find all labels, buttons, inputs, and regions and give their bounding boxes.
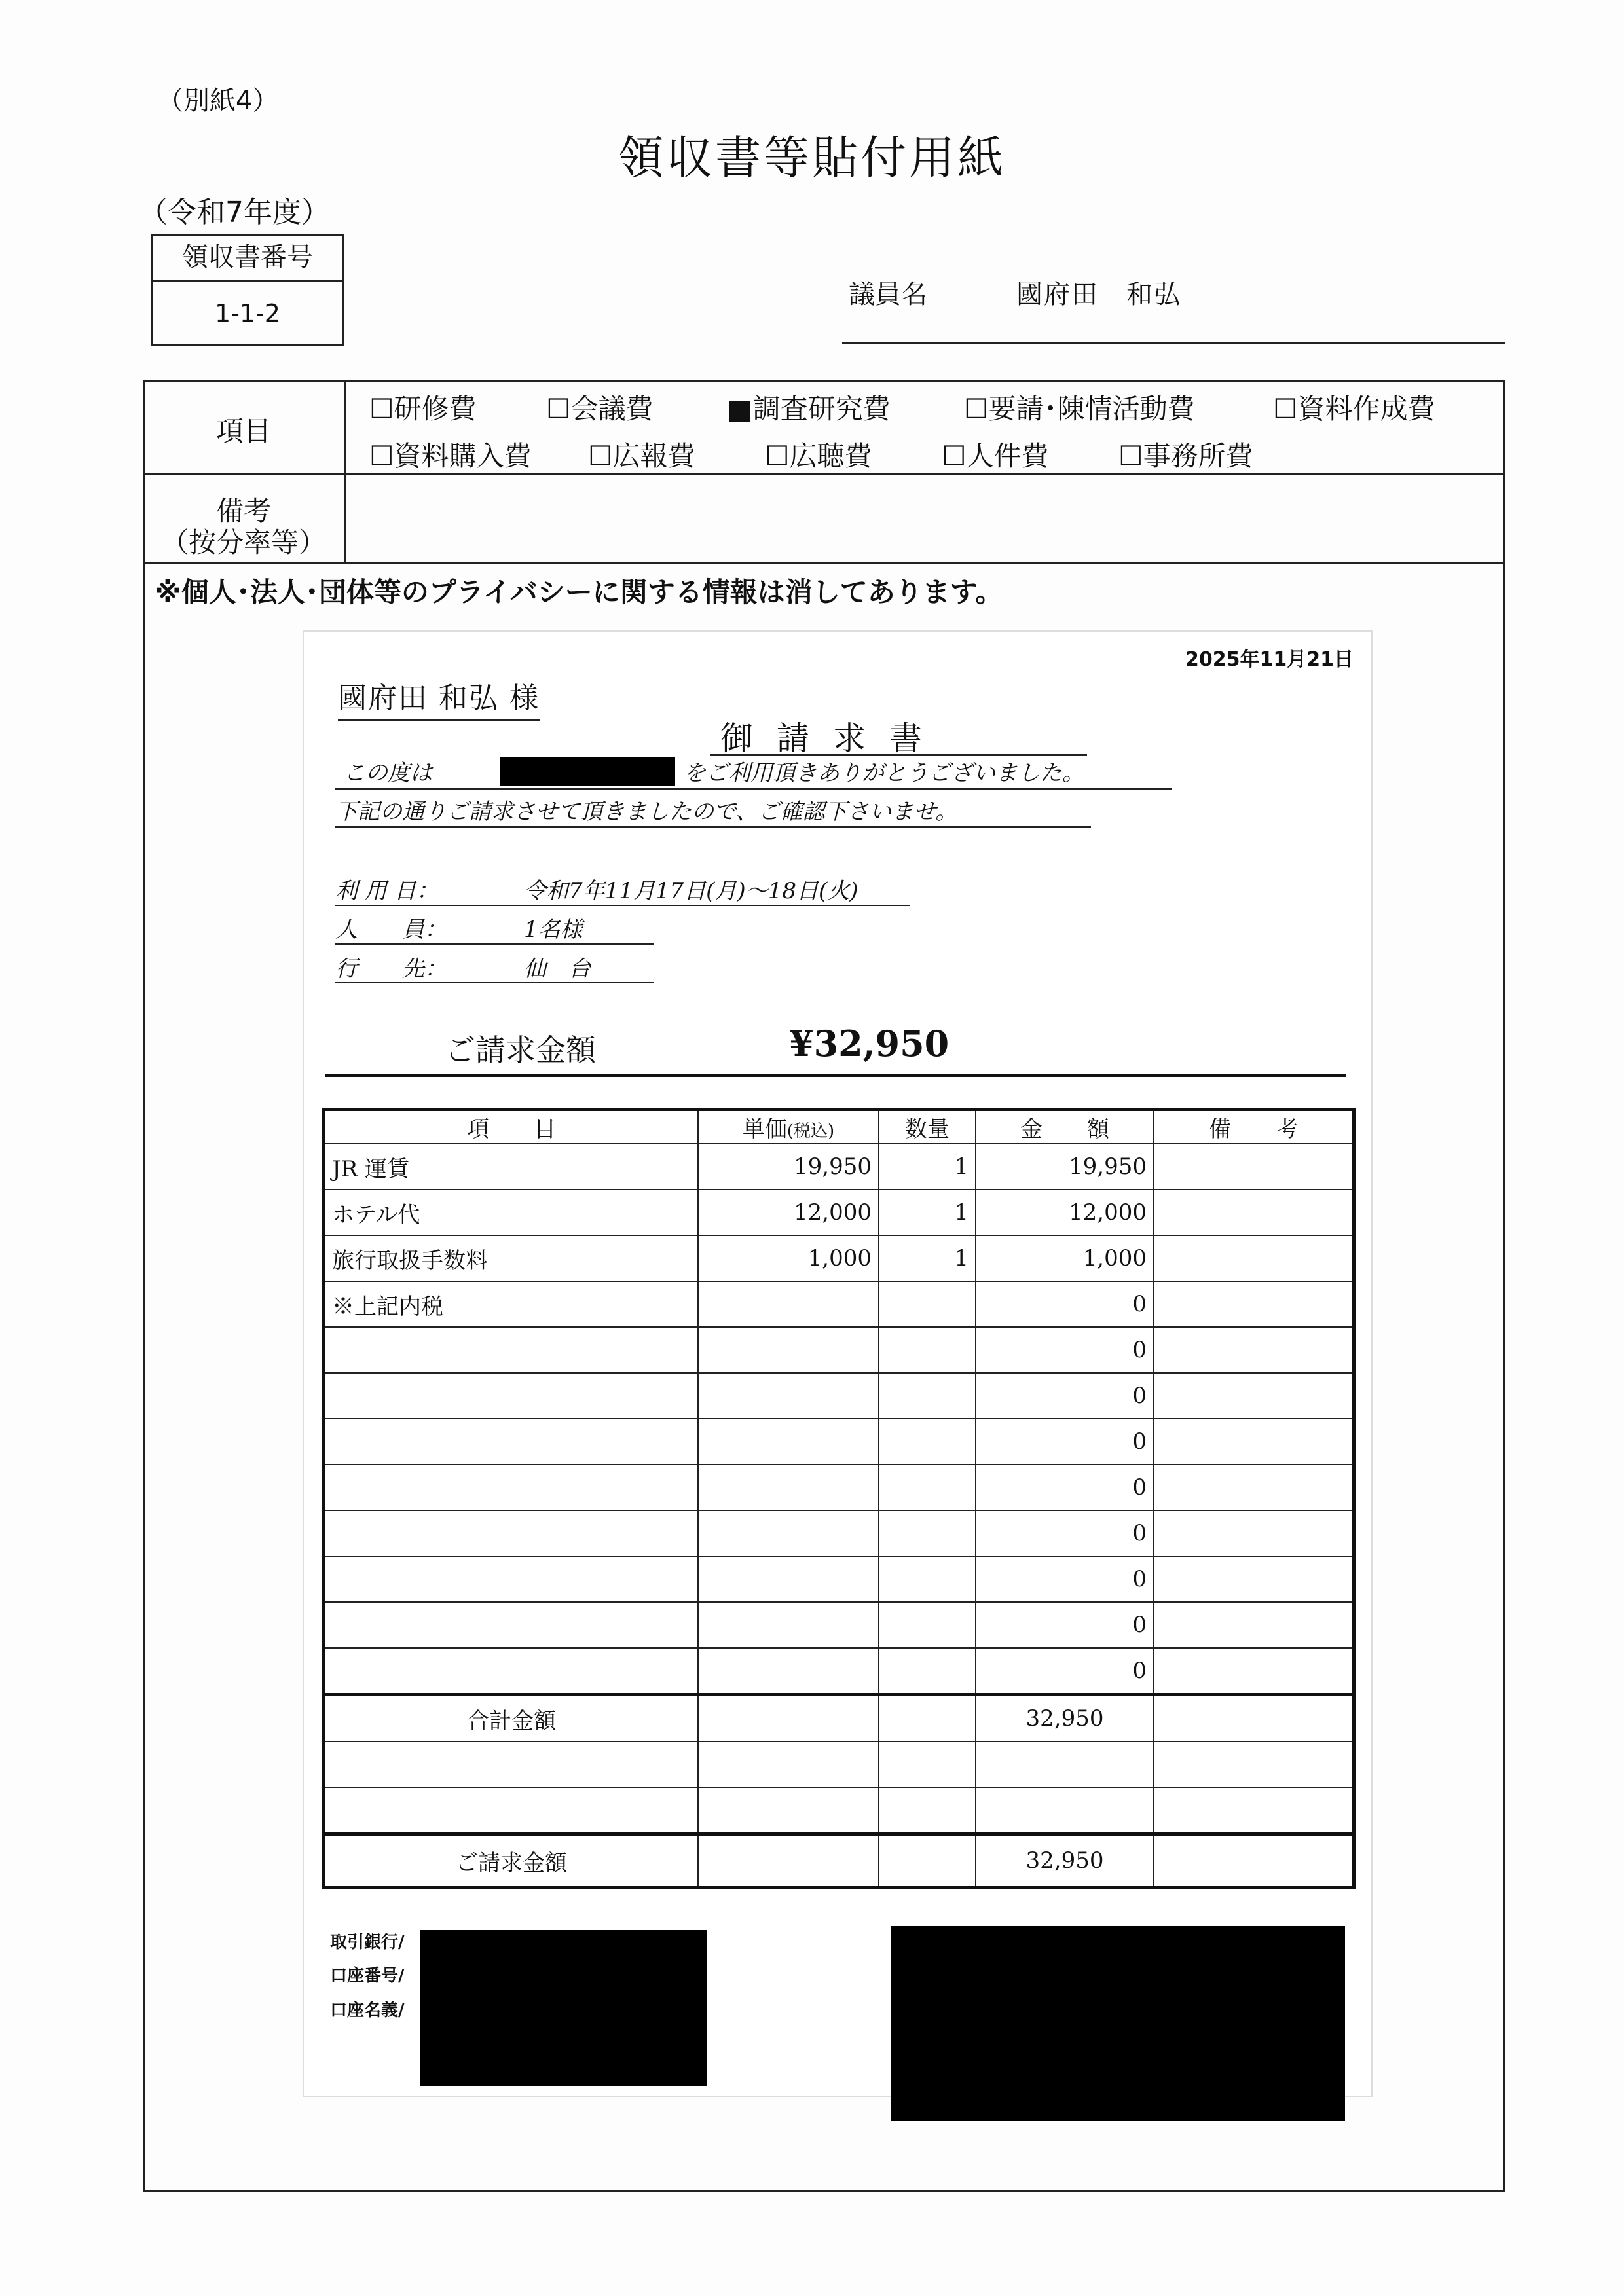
cell-unit <box>698 1419 879 1465</box>
cell-unit <box>698 1556 879 1602</box>
table-row <box>324 1787 1354 1834</box>
cell-amount: 0 <box>976 1602 1154 1648</box>
account-name-label: 口座名義/ <box>330 2001 405 2020</box>
cell-item: JR 運賃 <box>324 1144 699 1190</box>
member-label: 議員名 <box>849 280 927 310</box>
cell-item <box>324 1465 699 1510</box>
cell-unit <box>698 1465 879 1510</box>
persons-value: 1名様 <box>524 917 583 943</box>
cell-amount: 0 <box>976 1510 1154 1556</box>
category-koho[interactable] <box>588 435 695 474</box>
cell-item: ホテル代 <box>324 1190 699 1235</box>
cell-item <box>324 1510 699 1556</box>
grand-total-value: 32,950 <box>976 1834 1154 1887</box>
cell-qty <box>879 1419 976 1465</box>
cell-item <box>324 1373 699 1419</box>
receipt-number-value: 1-1-2 <box>215 299 280 328</box>
category-kaigi[interactable] <box>546 388 654 427</box>
col-unit-price-note: (税込) <box>786 1121 835 1141</box>
category-shiryo-sakusei[interactable] <box>1273 388 1435 427</box>
underline <box>335 826 1091 828</box>
redaction-block <box>891 1926 1345 2121</box>
privacy-note: ※個人･法人･団体等のプライバシーに関する情報は消してあります。 <box>155 576 1003 608</box>
table-row <box>324 1281 1354 1327</box>
subtotal-value: 32,950 <box>976 1695 1154 1742</box>
destination-label: 行 先： <box>335 956 447 982</box>
use-date-label: 利 用 日： <box>335 878 439 904</box>
divider <box>344 380 346 563</box>
table-row <box>324 1510 1354 1556</box>
cell-remarks <box>1154 1602 1354 1648</box>
col-unit-price-label: 単価 <box>742 1116 787 1142</box>
category-label: 会議費 <box>570 393 654 425</box>
cell-remarks <box>1154 1327 1354 1373</box>
table-row <box>324 1190 1354 1235</box>
category-label: 調査研究費 <box>752 393 891 425</box>
category-label: 人件費 <box>966 440 1049 472</box>
cell-item <box>324 1419 699 1465</box>
fiscal-year: （令和7年度） <box>139 196 330 229</box>
cell-remarks <box>1154 1510 1354 1556</box>
cell-amount: 0 <box>976 1419 1154 1465</box>
cell-remarks <box>1154 1648 1354 1695</box>
cell-amount: 1,000 <box>976 1235 1154 1281</box>
invoice-greeting <box>335 755 1084 787</box>
item-row-label: 項目 <box>215 415 271 447</box>
cell-qty <box>879 1695 976 1742</box>
redaction-block <box>500 757 675 786</box>
cell-remarks <box>1154 1235 1354 1281</box>
cell-unit <box>698 1787 879 1834</box>
cell-qty: 1 <box>879 1235 976 1281</box>
category-kocho[interactable] <box>765 435 872 474</box>
cell-item <box>324 1787 699 1834</box>
category-jinken[interactable] <box>942 435 1049 474</box>
cell-qty <box>879 1834 976 1887</box>
table-row <box>324 1235 1354 1281</box>
cell-amount: 0 <box>976 1648 1154 1695</box>
cell-remarks <box>1154 1787 1354 1834</box>
cell-amount: 0 <box>976 1281 1154 1327</box>
cell-amount: 0 <box>976 1373 1154 1419</box>
invoice-addressee: 國府田 和弘 様 <box>338 674 540 721</box>
cell-qty <box>879 1510 976 1556</box>
invoice-message: 下記の通りご請求させて頂きましたので、ご確認下さいませ。 <box>335 799 958 825</box>
greeting-prefix: この度は <box>343 760 432 786</box>
cell-qty <box>879 1556 976 1602</box>
cell-qty <box>879 1787 976 1834</box>
category-jimusho[interactable] <box>1118 435 1253 474</box>
cell-unit <box>698 1741 879 1787</box>
checkbox-icon: ☐ <box>1118 440 1143 472</box>
redaction-block <box>420 1930 707 2086</box>
cell-amount: 12,000 <box>976 1190 1154 1235</box>
billing-total-label: ご請求金額 <box>445 1032 596 1068</box>
page-title: 領収書等貼付用紙 <box>618 131 1006 185</box>
invoice-date: 2025年11月21日 <box>1185 648 1354 671</box>
cell-qty: 1 <box>879 1190 976 1235</box>
grand-total-label: ご請求金額 <box>324 1834 699 1887</box>
cell-item: ※上記内税 <box>324 1281 699 1327</box>
grand-total-row <box>324 1834 1354 1887</box>
col-qty: 数量 <box>879 1110 976 1144</box>
table-row <box>324 1373 1354 1419</box>
cell-amount <box>976 1741 1154 1787</box>
cell-qty <box>879 1281 976 1327</box>
category-shiryo-konyu[interactable] <box>369 435 532 474</box>
receipt-number-label: 領収書番号 <box>153 236 342 282</box>
cell-unit <box>698 1510 879 1556</box>
cell-qty: 1 <box>879 1144 976 1190</box>
col-unit-price <box>698 1110 879 1144</box>
table-row <box>324 1465 1354 1510</box>
cell-remarks <box>1154 1419 1354 1465</box>
table-row <box>324 1648 1354 1695</box>
category-yosei-chinjo[interactable] <box>964 388 1195 427</box>
category-label: 広報費 <box>612 440 695 472</box>
table-row <box>324 1741 1354 1787</box>
cell-qty <box>879 1465 976 1510</box>
category-label: 資料作成費 <box>1297 393 1435 425</box>
table-row <box>324 1327 1354 1373</box>
category-label: 事務所費 <box>1143 440 1253 472</box>
cell-item <box>324 1741 699 1787</box>
divider <box>143 562 1505 564</box>
cell-unit <box>698 1834 879 1887</box>
billing-total-value: ¥32,950 <box>789 1023 950 1065</box>
subtotal-row <box>324 1695 1354 1742</box>
cell-qty <box>879 1327 976 1373</box>
checkbox-icon: ☐ <box>1273 393 1298 425</box>
table-row <box>324 1602 1354 1648</box>
bank-label: 取引銀行/ <box>330 1933 405 1952</box>
table-row <box>324 1419 1354 1465</box>
cell-item <box>324 1602 699 1648</box>
cell-amount <box>976 1787 1154 1834</box>
cell-amount: 0 <box>976 1327 1154 1373</box>
table-row <box>324 1144 1354 1190</box>
use-date-value: 令和7年11月17日(月)～18日(火) <box>524 878 858 904</box>
category-label: 資料購入費 <box>394 440 532 472</box>
invoice-line-items <box>322 1108 1356 1889</box>
cell-unit <box>698 1327 879 1373</box>
checkbox-icon: ☐ <box>765 440 790 472</box>
table-row <box>324 1556 1354 1602</box>
annex-label: （別紙4） <box>157 86 279 116</box>
col-item: 項 目 <box>324 1110 699 1144</box>
cell-unit <box>698 1602 879 1648</box>
underline <box>335 788 1172 790</box>
checkbox-icon: ☐ <box>942 440 967 472</box>
cell-qty <box>879 1648 976 1695</box>
cell-remarks <box>1154 1695 1354 1742</box>
category-label: 広聴費 <box>789 440 872 472</box>
cell-remarks <box>1154 1556 1354 1602</box>
cell-unit: 1,000 <box>698 1235 879 1281</box>
category-label: 要請･陳情活動費 <box>988 393 1195 425</box>
remarks-row-sublabel: （按分率等） <box>160 526 326 558</box>
checkbox-icon: ☐ <box>588 440 613 472</box>
billing-total-underline <box>325 1074 1346 1077</box>
member-underline <box>842 342 1505 344</box>
cell-qty <box>879 1741 976 1787</box>
cell-unit: 19,950 <box>698 1144 879 1190</box>
cell-unit: 12,000 <box>698 1190 879 1235</box>
receipt-number-box <box>151 234 344 346</box>
cell-item <box>324 1648 699 1695</box>
cell-unit <box>698 1373 879 1419</box>
destination-value: 仙 台 <box>524 956 591 982</box>
underline <box>335 905 910 906</box>
cell-amount: 0 <box>976 1556 1154 1602</box>
persons-label: 人 員： <box>335 917 447 943</box>
underline <box>335 943 654 945</box>
table-header-row <box>324 1110 1354 1144</box>
underline <box>335 982 654 983</box>
checkbox-icon: ☐ <box>369 393 394 425</box>
checkbox-checked-icon: ■ <box>727 393 753 425</box>
cell-unit <box>698 1281 879 1327</box>
invoice-title: 御請求書 <box>720 720 946 757</box>
cell-item: 旅行取扱手数料 <box>324 1235 699 1281</box>
cell-item <box>324 1556 699 1602</box>
cell-qty <box>879 1373 976 1419</box>
category-chosa-kenkyu[interactable] <box>727 388 891 427</box>
cell-item <box>324 1327 699 1373</box>
cell-remarks <box>1154 1190 1354 1235</box>
cell-amount: 0 <box>976 1465 1154 1510</box>
cell-unit <box>698 1695 879 1742</box>
account-number-label: 口座番号/ <box>330 1966 405 1986</box>
checkbox-icon: ☐ <box>546 393 571 425</box>
category-kenshu[interactable] <box>369 388 477 427</box>
cell-remarks <box>1154 1465 1354 1510</box>
checkbox-icon: ☐ <box>369 440 394 472</box>
cell-remarks <box>1154 1741 1354 1787</box>
subtotal-label: 合計金額 <box>324 1695 699 1742</box>
cell-remarks <box>1154 1373 1354 1419</box>
cell-unit <box>698 1648 879 1695</box>
col-amount: 金 額 <box>976 1110 1154 1144</box>
cell-remarks <box>1154 1144 1354 1190</box>
cell-remarks <box>1154 1281 1354 1327</box>
cell-remarks <box>1154 1834 1354 1887</box>
cell-qty <box>879 1602 976 1648</box>
category-label: 研修費 <box>394 393 477 425</box>
checkbox-icon: ☐ <box>964 393 989 425</box>
greeting-suffix: をご利用頂きありがとうございました。 <box>684 760 1084 786</box>
remarks-row-label: 備考 <box>215 495 271 527</box>
cell-amount: 19,950 <box>976 1144 1154 1190</box>
member-name: 國府田 和弘 <box>1016 280 1181 310</box>
col-remarks: 備 考 <box>1154 1110 1354 1144</box>
